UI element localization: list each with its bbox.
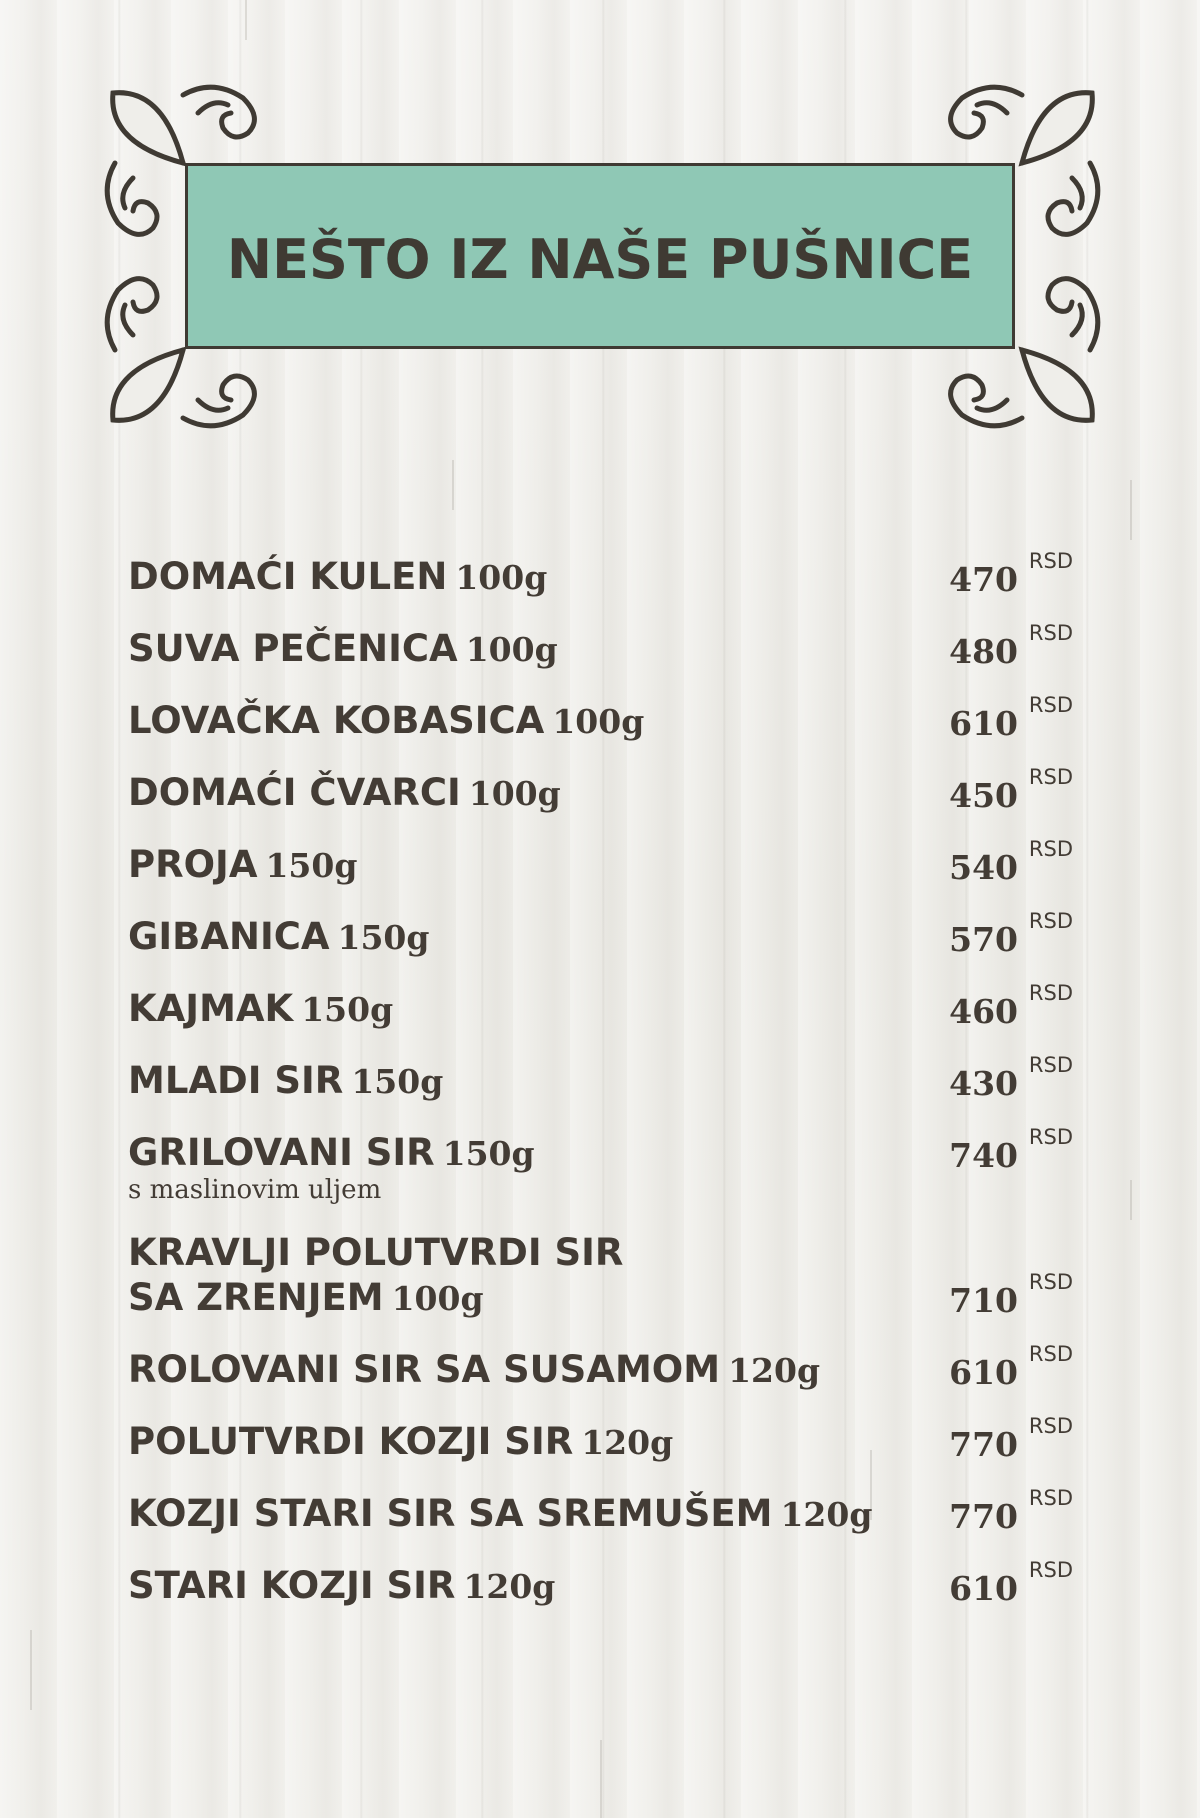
item-price: 770	[949, 1497, 1018, 1536]
item-quantity: 150g	[301, 989, 394, 1029]
menu-item	[128, 1049, 1073, 1121]
item-quantity: 150g	[442, 1133, 535, 1173]
item-price: 740	[949, 1136, 1018, 1175]
item-quantity: 100g	[468, 773, 561, 813]
item-price: 710	[949, 1281, 1018, 1320]
item-name: SUVA PEČENICA 100g	[128, 626, 558, 670]
item-price: 770	[949, 1425, 1018, 1464]
item-name: GIBANICA 150g	[128, 914, 430, 958]
item-quantity: 150g	[265, 845, 358, 885]
currency-label: RSD	[1028, 1270, 1073, 1294]
item-name: STARI KOZJI SIR 120g	[128, 1563, 556, 1607]
currency-label: RSD	[1028, 1125, 1073, 1149]
menu-item	[128, 689, 1073, 761]
currency-label: RSD	[1028, 765, 1073, 789]
item-quantity: 150g	[351, 1061, 444, 1101]
menu-item	[128, 833, 1073, 905]
menu-item	[128, 1121, 1073, 1215]
item-note: s maslinovim uljem	[128, 1175, 382, 1205]
title-banner	[185, 163, 1015, 349]
item-price: 610	[949, 704, 1018, 743]
item-name: MLADI SIR 150g	[128, 1058, 444, 1102]
currency-label: RSD	[1028, 981, 1073, 1005]
item-name: DOMAĆI KULEN 100g	[128, 554, 548, 598]
item-name: PROJA 150g	[128, 842, 358, 886]
menu-item	[128, 1215, 1073, 1338]
item-name: LOVAČKA KOBASICA 100g	[128, 698, 645, 742]
menu-item	[128, 1482, 1073, 1554]
item-price: 540	[949, 848, 1018, 887]
menu-item	[128, 977, 1073, 1049]
item-price: 450	[949, 776, 1018, 815]
item-price: 570	[949, 920, 1018, 959]
item-price: 610	[949, 1569, 1018, 1608]
currency-label: RSD	[1028, 837, 1073, 861]
item-quantity: 100g	[552, 701, 645, 741]
menu-list	[128, 545, 1073, 1626]
currency-label: RSD	[1028, 693, 1073, 717]
menu-item	[128, 545, 1073, 617]
item-name: KOZJI STARI SIR SA SREMUŠEM 120g	[128, 1491, 873, 1535]
menu-item	[128, 617, 1073, 689]
currency-label: RSD	[1028, 1558, 1073, 1582]
item-price: 470	[949, 560, 1018, 599]
item-price: 430	[949, 1064, 1018, 1103]
currency-label: RSD	[1028, 1053, 1073, 1077]
currency-label: RSD	[1028, 621, 1073, 645]
item-name: KAJMAK 150g	[128, 986, 394, 1030]
currency-label: RSD	[1028, 1414, 1073, 1438]
menu-item	[128, 1410, 1073, 1482]
item-name: KRAVLJI POLUTVRDI SIR SA ZRENJEM 100g	[128, 1231, 624, 1319]
item-name: POLUTVRDI KOZJI SIR 120g	[128, 1419, 674, 1463]
currency-label: RSD	[1028, 909, 1073, 933]
currency-label: RSD	[1028, 1342, 1073, 1366]
item-quantity: 120g	[780, 1494, 873, 1534]
item-price: 480	[949, 632, 1018, 671]
item-name: DOMAĆI ČVARCI 100g	[128, 770, 561, 814]
page-title: NEŠTO IZ NAŠE PUŠNICE	[226, 227, 974, 291]
item-price: 460	[949, 992, 1018, 1031]
item-name: GRILOVANI SIR 150g	[128, 1130, 535, 1174]
item-quantity: 100g	[455, 557, 548, 597]
menu-item	[128, 1554, 1073, 1626]
currency-label: RSD	[1028, 549, 1073, 573]
menu-item	[128, 761, 1073, 833]
item-quantity: 120g	[581, 1422, 674, 1462]
item-quantity: 100g	[391, 1278, 484, 1318]
item-name: ROLOVANI SIR SA SUSAMOM 120g	[128, 1347, 821, 1391]
item-quantity: 120g	[728, 1350, 821, 1390]
menu-item	[128, 1338, 1073, 1410]
item-price: 610	[949, 1353, 1018, 1392]
item-quantity: 100g	[465, 629, 558, 669]
item-quantity: 120g	[463, 1566, 556, 1606]
menu-item	[128, 905, 1073, 977]
currency-label: RSD	[1028, 1486, 1073, 1510]
item-quantity: 150g	[337, 917, 430, 957]
